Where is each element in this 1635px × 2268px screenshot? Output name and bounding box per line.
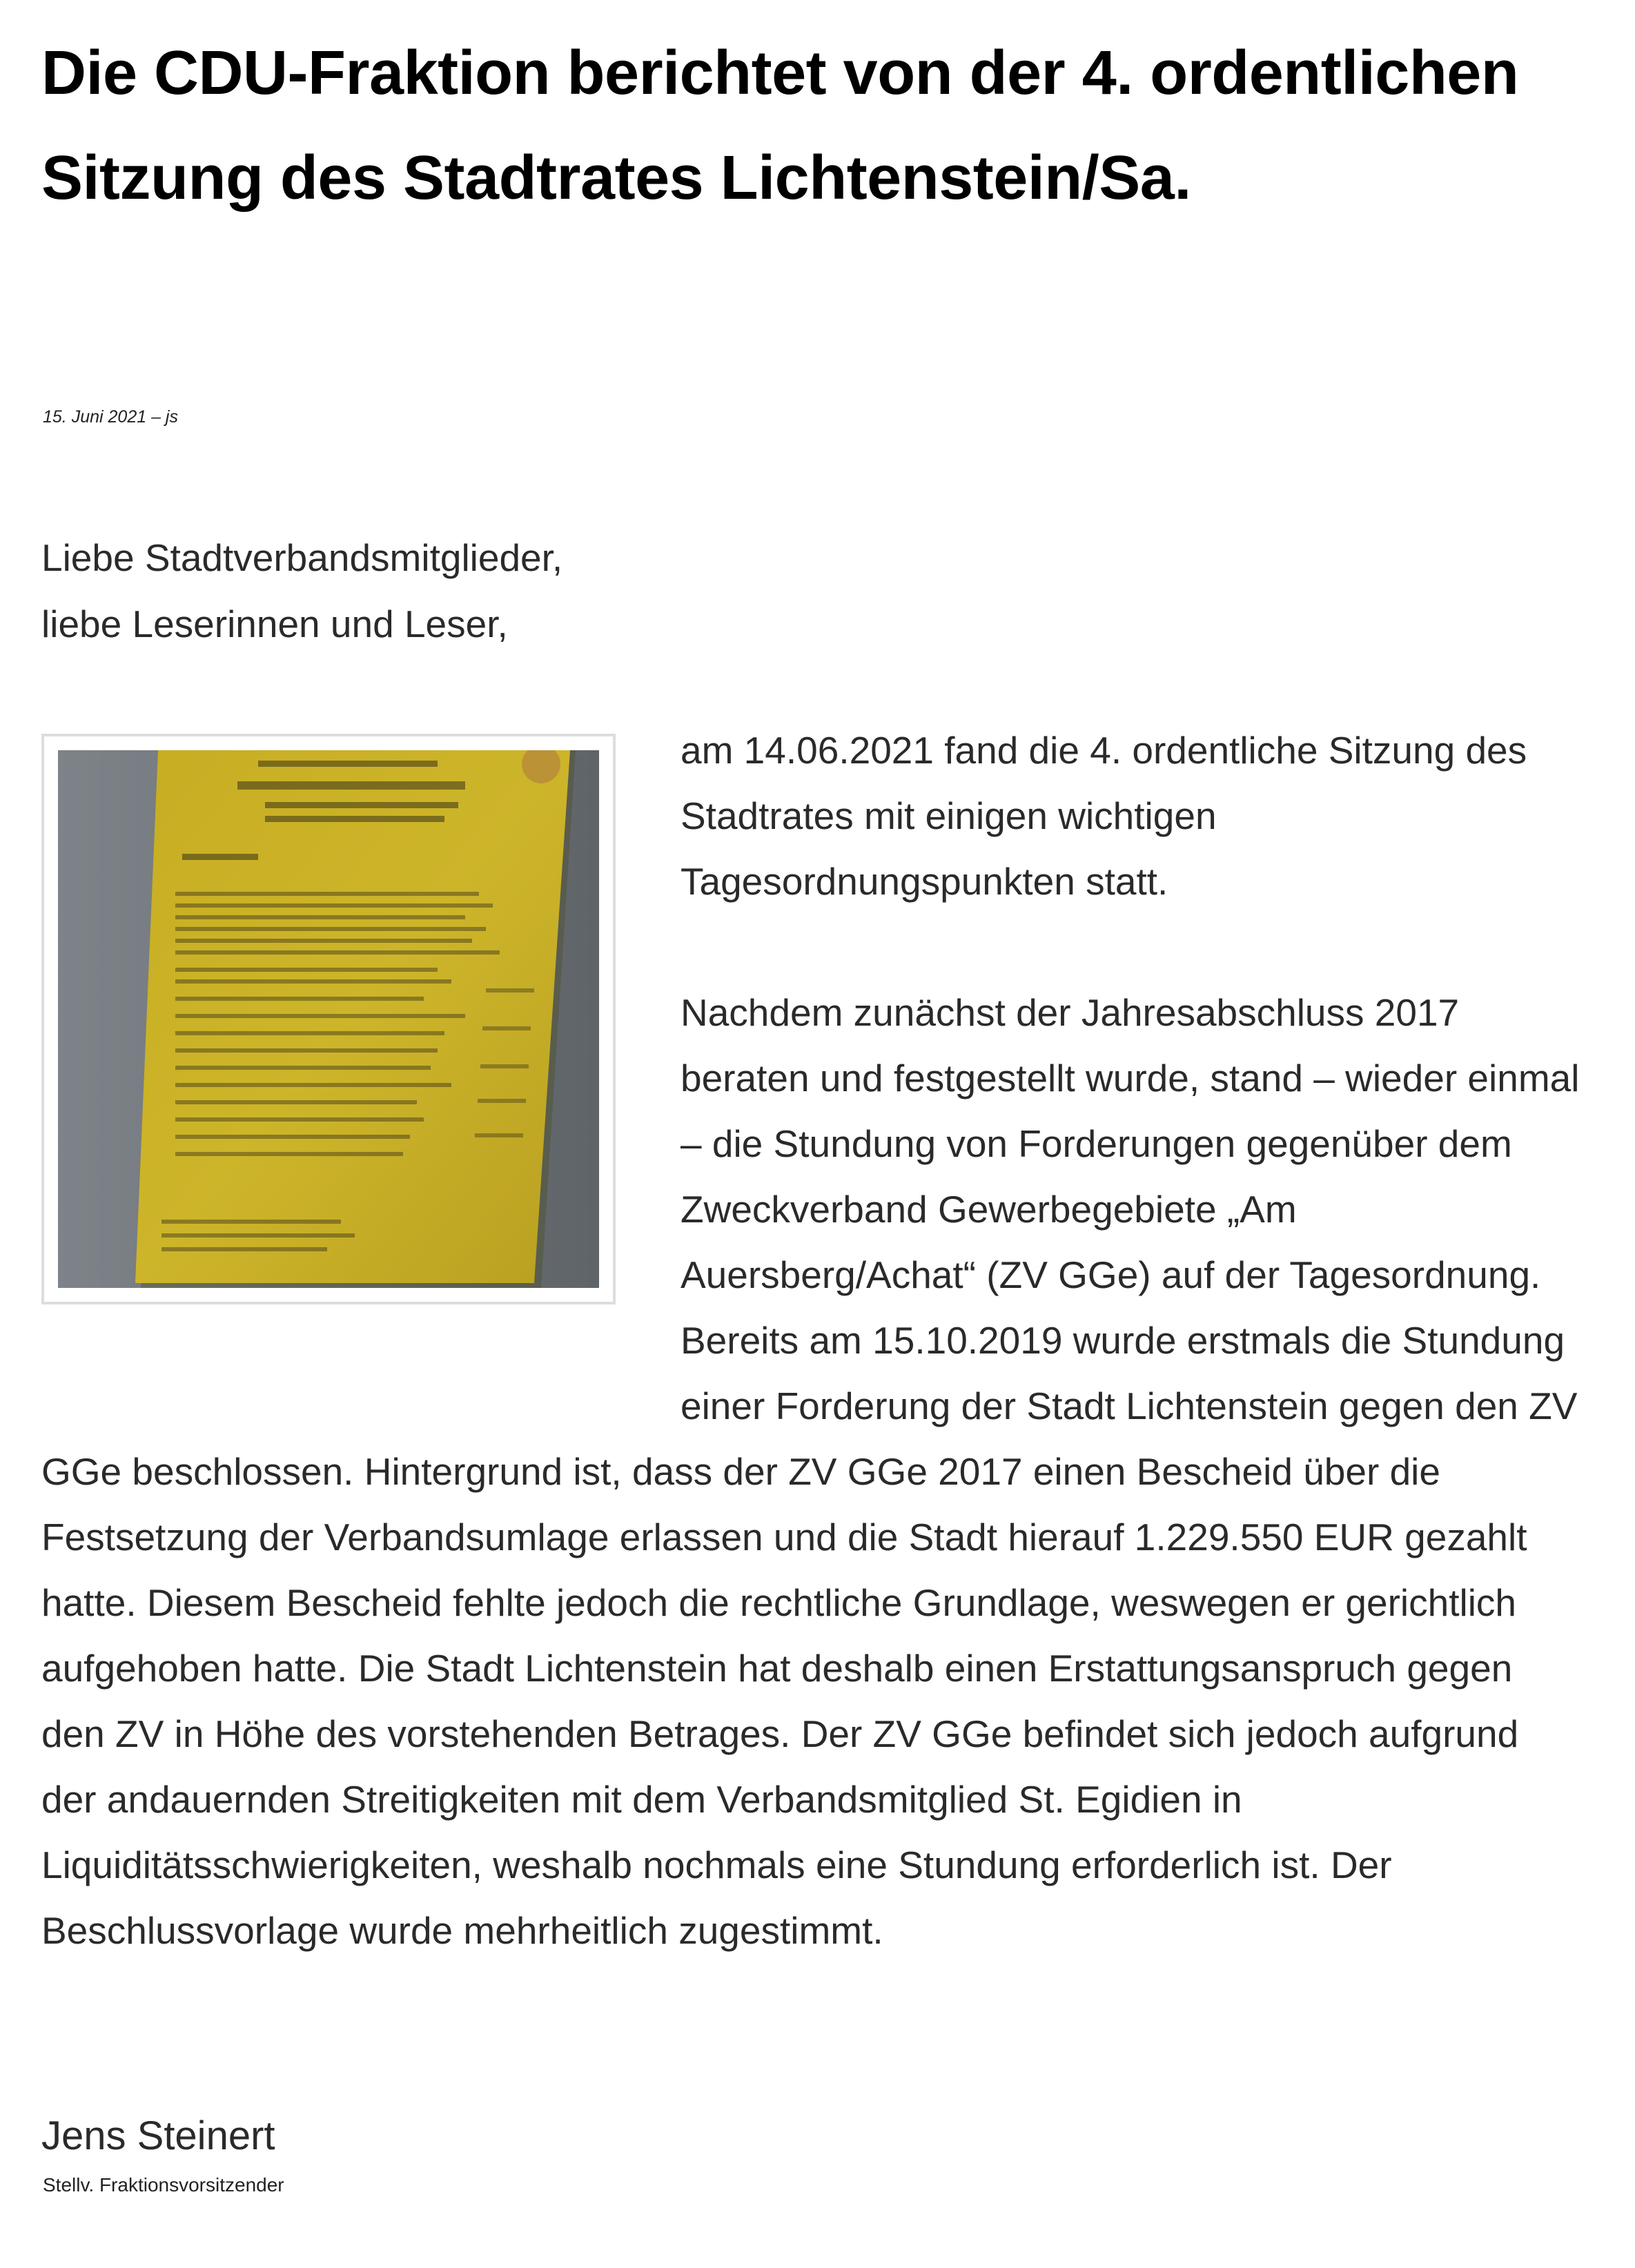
paragraph: am 14.06.2021 fand die 4. ordentliche Sitzung des Stadtrates mit einigen wichtigen Tagesordnungspunkten statt. bbox=[681, 729, 1527, 903]
article-meta: 15. Juni 2021 – js bbox=[43, 407, 178, 427]
notice-illustration bbox=[58, 750, 599, 1288]
paragraph: Nachdem zunächst der Jahresabschluss 2017 beraten und festgestellt wurde, stand – wieder einmal – die Stundung von Forderungen gegenüber dem Zweckverband Gewerbegebiete „Am Auersberg/Achat“ (ZV GGe) auf der Tagesordnung. Bereits am 15.10.2019 wurde erstmals die Stundung einer Forderung der Stadt Lichtenstein gegen den ZV GGe beschlossen. Hintergrund ist, dass der ZV GGe 2017 einen Bescheid über die Festsetzung der Verbandsumlage erlassen und die Stadt hierauf 1.229.550 EUR gezahlt hatte. Diesem Bescheid fehlte jedoch die rechtliche Grundlage, weswegen er gerichtlich aufgehoben hatte. Die Stadt Lichtenstein hat deshalb einen Erstattungsanspruch gegen den ZV in Höhe des vorstehenden Betrages. Der ZV GGe befindet sich jedoch aufgrund der andauernden Streitigkeiten mit dem Verbandsmitglied St. Egidien in Liquiditätsschwierigkeiten, weshalb nochmals eine Stundung erforderlich ist. Der Beschlussvorlage wurde mehrheitlich zugestimmt. bbox=[41, 991, 1580, 1952]
signature-name: Jens Steinert bbox=[41, 2113, 275, 2158]
article-image-frame[interactable] bbox=[41, 734, 616, 1304]
salutation-line: Liebe Stadtverbandsmitglieder, bbox=[41, 536, 563, 579]
agenda-notice-photo[interactable] bbox=[58, 750, 599, 1288]
salutation bbox=[41, 525, 562, 657]
article-title: Die CDU-Fraktion berichtet von der 4. ordentlichen Sitzung des Stadtrates Lichtenstein/Sa. bbox=[41, 39, 1519, 213]
signature-role: Stellv. Fraktionsvorsitzender bbox=[43, 2174, 284, 2196]
salutation-line: liebe Leserinnen und Leser, bbox=[41, 603, 508, 645]
